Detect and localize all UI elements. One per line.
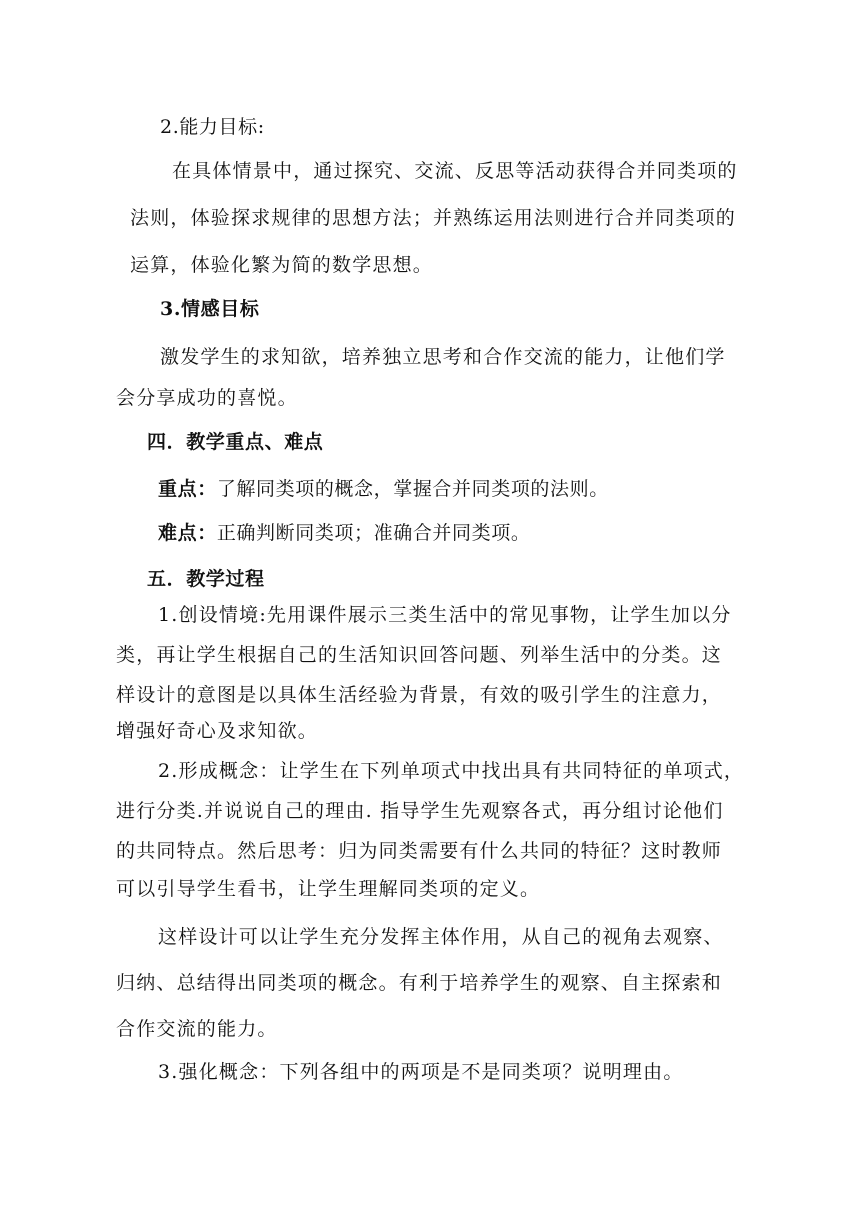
process-p2-line-2: 进行分类.并说说自己的理由. 指导学生先观察各式，再分组讨论他们 bbox=[116, 800, 724, 822]
key-point bbox=[158, 477, 609, 501]
process-p3-line-1: 这样设计可以让学生充分发挥主体作用，从自己的视角去观察、 bbox=[158, 926, 724, 948]
difficult-point-text: 正确判断同类项；准确合并同类项。 bbox=[216, 522, 531, 544]
key-point-label: 重点： bbox=[158, 478, 217, 500]
key-point-text: 了解同类项的概念，掌握合并同类项的法则。 bbox=[216, 478, 609, 500]
section-5-heading: 五．教学过程 bbox=[147, 568, 265, 590]
difficult-point-label: 难点： bbox=[158, 522, 217, 544]
difficult-point bbox=[158, 521, 530, 545]
process-p3-line-2: 归纳、总结得出同类项的概念。有利于培养学生的观察、自主探索和 bbox=[116, 972, 723, 994]
process-p1-line-1: 1.创设情境:先用课件展示三类生活中的常见事物，让学生加以分 bbox=[158, 604, 732, 626]
ability-goal-line-3: 运算，体验化繁为简的数学思想。 bbox=[130, 254, 434, 276]
emotion-goal-line-2: 会分享成功的喜悦。 bbox=[116, 387, 298, 409]
emotion-goal-line-1: 激发学生的求知欲，培养独立思考和合作交流的能力，让他们学 bbox=[160, 346, 726, 368]
process-p4: 3.强化概念：下列各组中的两项是不是同类项？说明理由。 bbox=[158, 1061, 684, 1083]
emotion-goal-heading: 3.情感目标 bbox=[160, 298, 260, 320]
process-p1-line-3: 样设计的意图是以具体生活经验为背景，有效的吸引学生的注意力， bbox=[116, 684, 723, 706]
process-p2-line-4: 可以引导学生看书，让学生理解同类项的定义。 bbox=[116, 878, 541, 900]
ability-goal-line-1: 在具体情景中，通过探究、交流、反思等活动获得合并同类项的 bbox=[172, 160, 738, 182]
process-p1-line-4: 增强好奇心及求知欲。 bbox=[116, 720, 319, 742]
process-p2-line-3: 的共同特点。然后思考：归为同类需要有什么共同的特征？这时教师 bbox=[116, 840, 723, 862]
ability-goal-line-2: 法则，体验探求规律的思想方法；并熟练运用法则进行合并同类项的 bbox=[130, 207, 737, 229]
process-p1-line-2: 类，再让学生根据自己的生活知识回答问题、列举生活中的分类。这 bbox=[116, 644, 723, 666]
ability-goal-heading: 2.能力目标: bbox=[160, 116, 265, 138]
process-p2-line-1: 2.形成概念：让学生在下列单项式中找出具有共同特征的单项式， bbox=[158, 760, 745, 782]
process-p3-line-3: 合作交流的能力。 bbox=[116, 1018, 278, 1040]
section-4-heading: 四．教学重点、难点 bbox=[147, 431, 324, 453]
